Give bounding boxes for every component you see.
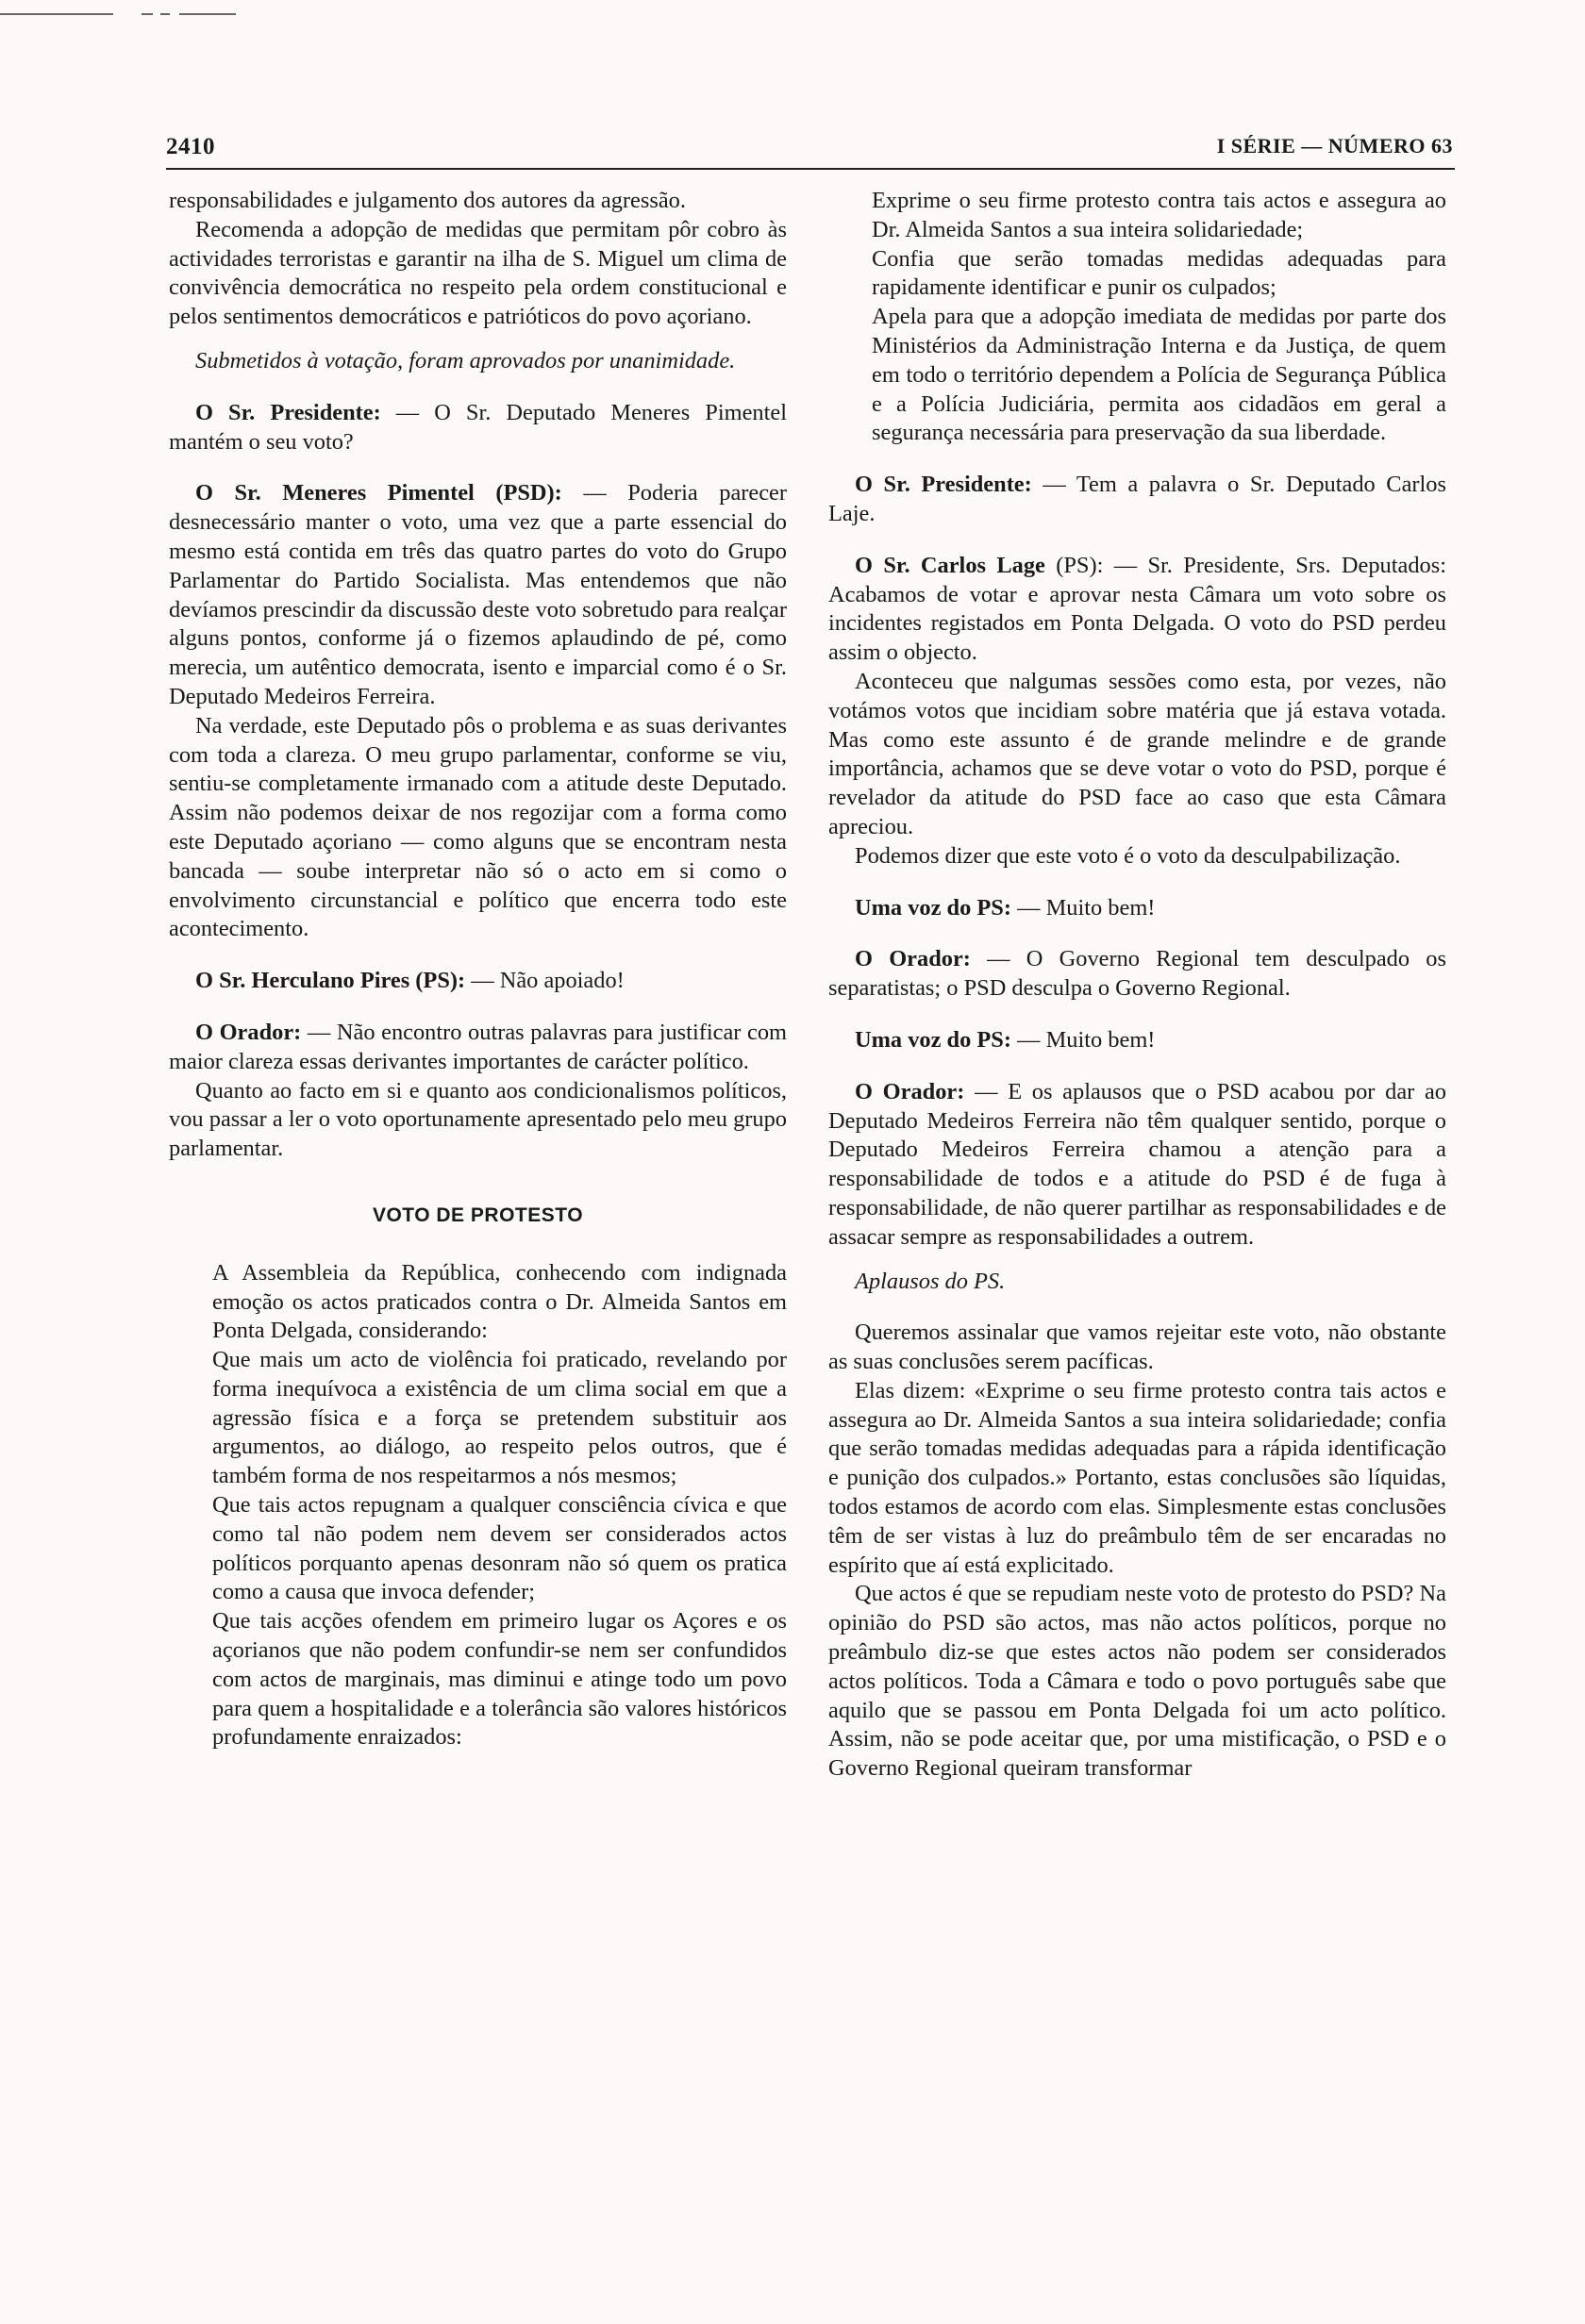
paragraph: Aconteceu que nalgumas sessões como esta, por vezes, não votámos votos que incidiam sobre matéria que já estava votada. Mas como este assunto é de grande melindre e de grande importância, achamos que se deve votar o voto do PSD, porque é revelador da atitude do PSD face ao caso que esta Câmara apreciou.: [828, 668, 1446, 839]
motion-paragraph: A Assembleia da República, conhecendo com indignada emoção os actos praticados contra o Dr. Almeida Santos em Ponta Delgada, considerando:: [212, 1259, 787, 1344]
series-header: I SÉRIE — NÚMERO 63: [1216, 134, 1453, 158]
paragraph: Elas dizem: «Exprime o seu firme protesto contra tais actos e assegura ao Dr. Almeida Santos a sua inteira solidariedade; confia que serão tomadas medidas adequadas para a rápida identificação e punição dos culpados.» Portanto, estas conclusões são líquidas, todos estamos de acordo com elas. Simplesmente estas conclusões têm de ser vistas à luz do preâmbulo têm de ser encaradas no espírito que aí está explicitado.: [828, 1377, 1446, 1578]
speech-paragraph: [169, 399, 787, 457]
applause-note: Aplausos do PS.: [855, 1268, 1006, 1294]
motion-paragraph: Que tais actos repugnam a qualquer consciência cívica e que como tal não podem nem devem ser considerados actos políticos porquanto apenas desonram não só quem os pratica como a causa que invoca defender;: [212, 1492, 787, 1605]
speech-text: — Não encontro outras palavras para justificar com maior clareza essas derivantes importantes de carácter político.: [169, 1019, 787, 1074]
speech-paragraph: [828, 552, 1446, 668]
speech-text: — Muito bem!: [1010, 1026, 1156, 1053]
speaker-name: O Orador:: [855, 946, 971, 972]
motion-paragraph: Confia que serão tomadas medidas adequadas para rapidamente identificar e punir os culpados;: [872, 245, 1446, 301]
speaker-name: O Sr. Presidente:: [195, 399, 381, 425]
motion-paragraph: Que mais um acto de violência foi praticado, revelando por forma inequívoca a existência de um clima social em que a agressão física e a força se pretendem substituir aos argumentos, ao diálogo, ao respeito pelos outros, que é também forma de nos respeitarmos a nós mesmos;: [212, 1347, 787, 1489]
speech-paragraph: [828, 1078, 1446, 1253]
speech-paragraph: [828, 945, 1446, 1004]
paragraph: Recomenda a adopção de medidas que permitam pôr cobro às actividades terroristas e garantir na ilha de S. Miguel um clima de convivência democrática no respeito pela ordem constitucional e pelos sentimentos democráticos e patrióticos do povo açoriano.: [169, 216, 787, 330]
section-heading: VOTO DE PROTESTO: [372, 1204, 584, 1226]
paragraph: responsabilidades e julgamento dos autores da agressão.: [169, 188, 686, 213]
right-column: [828, 187, 1446, 1784]
speech-text: (PS): — Sr. Presidente, Srs. Deputados: Acabamos de votar e aprovar nesta Câmara um voto sobre os incidentes registados em Ponta Delgada. O voto do PSD perdeu assim o objecto.: [828, 552, 1446, 666]
top-edge-marks: [0, 13, 241, 17]
page-number: 2410: [166, 134, 215, 159]
speech-text: — Não apoiado!: [465, 968, 625, 994]
motion-paragraph: Que tais acções ofendem em primeiro lugar os Açores e os açorianos que não podem confundir-se nem ser confundidos com actos de marginais, mas diminui e atinge todo um povo para quem a hospitalidade e a tolerância são valores históricos profundamente enraizados:: [212, 1608, 787, 1751]
speech-text: — O Governo Regional tem desculpado os separatistas; o PSD desculpa o Governo Regional.: [828, 946, 1446, 1002]
vote-result: Submetidos à votação, foram aprovados por unanimidade.: [195, 347, 736, 374]
speaker-name: O Orador:: [855, 1078, 965, 1104]
header-rule: [166, 168, 1455, 170]
speech-paragraph: [828, 1026, 1446, 1055]
paragraph: Quanto ao facto em si e quanto aos condicionalismos políticos, vou passar a ler o voto oportunamente apresentado pelo meu grupo parlamentar.: [169, 1077, 787, 1162]
paragraph: Podemos dizer que este voto é o voto da desculpabilização.: [855, 842, 1401, 869]
paragraph: Na verdade, este Deputado pôs o problema e as suas derivantes com toda a clareza. O meu grupo parlamentar, conforme se viu, sentiu-se completamente irmanado com a atitude deste Deputado. Assim não podemos deixar de nos regozijar com a forma como este Deputado açoriano — como alguns que se encontram nesta bancada — soube interpretar não só o acto em si como o envolvimento circunstancial e político que encerra todo este acontecimento.: [169, 712, 787, 942]
speaker-name: O Sr. Meneres Pimentel (PSD):: [195, 480, 562, 506]
paragraph: Queremos assinalar que vamos rejeitar este voto, não obstante as suas conclusões serem pacíficas.: [828, 1320, 1446, 1375]
speech-paragraph: [169, 479, 787, 711]
speaker-name: Uma voz do PS:: [855, 1026, 1011, 1053]
speaker-name: O Sr. Carlos Lage: [855, 552, 1045, 578]
speaker-name: O Orador:: [195, 1019, 302, 1045]
motion-paragraph: Apela para que a adopção imediata de medidas por parte dos Ministérios da Administração Interna e da Justiça, de quem em todo o território dependem a Polícia de Segurança Pública e a Polícia Judiciária, permita aos cidadãos em geral a segurança necessária para preservação da sua liberdade.: [872, 304, 1446, 446]
left-column: [169, 187, 787, 1752]
speech-text: — Poderia parecer desnecessário manter o voto, uma vez que a parte essencial do mesmo está contida em três das quatro partes do voto do Grupo Parlamentar do Partido Socialista. Mas entendemos que não devíamos prescindir da discussão deste voto sobretudo para realçar alguns pontos, conforme já o fizemos aplaudindo de pé, como merecia, um autêntico democrata, isento e imparcial como é o Sr. Deputado Medeiros Ferreira.: [169, 480, 787, 709]
speaker-name: Uma voz do PS:: [855, 894, 1011, 921]
speech-text: — Muito bem!: [1010, 894, 1156, 921]
speech-paragraph: [828, 471, 1446, 529]
speech-paragraph: [169, 1019, 787, 1077]
speech-text: — Tem a palavra o Sr. Deputado Carlos Laje.: [828, 472, 1446, 526]
motion-paragraph: Exprime o seu firme protesto contra tais actos e assegura ao Dr. Almeida Santos a sua inteira solidariedade;: [872, 188, 1446, 242]
speaker-name: O Sr. Presidente:: [855, 472, 1032, 498]
speaker-name: O Sr. Herculano Pires (PS):: [195, 968, 466, 994]
speech-text: — O Sr. Deputado Meneres Pimentel mantém o seu voto?: [169, 399, 787, 455]
speech-text: — E os aplausos que o PSD acabou por dar ao Deputado Medeiros Ferreira não têm qualquer sentido, porque o Deputado Medeiros Ferreira chamou a atenção para a responsabilidade de todos e a atitude do PSD é de fuga à responsabilidade, de não querer partilhar as responsabilidades e de assacar sempre as responsabilidades a outrem.: [828, 1078, 1446, 1250]
speech-paragraph: [828, 894, 1446, 923]
paragraph: Que actos é que se repudiam neste voto de protesto do PSD? Na opinião do PSD são actos, mas não actos políticos, porque no preâmbulo diz-se que estes actos não podem ser considerados actos políticos. Toda a Câmara e todo o povo português sabe que aquilo que se passou em Ponta Delgada foi um acto político. Assim, não se pode aceitar que, por uma mistificação, o PSD e o Governo Regional queiram transformar: [828, 1581, 1446, 1782]
speech-paragraph: [169, 967, 787, 996]
